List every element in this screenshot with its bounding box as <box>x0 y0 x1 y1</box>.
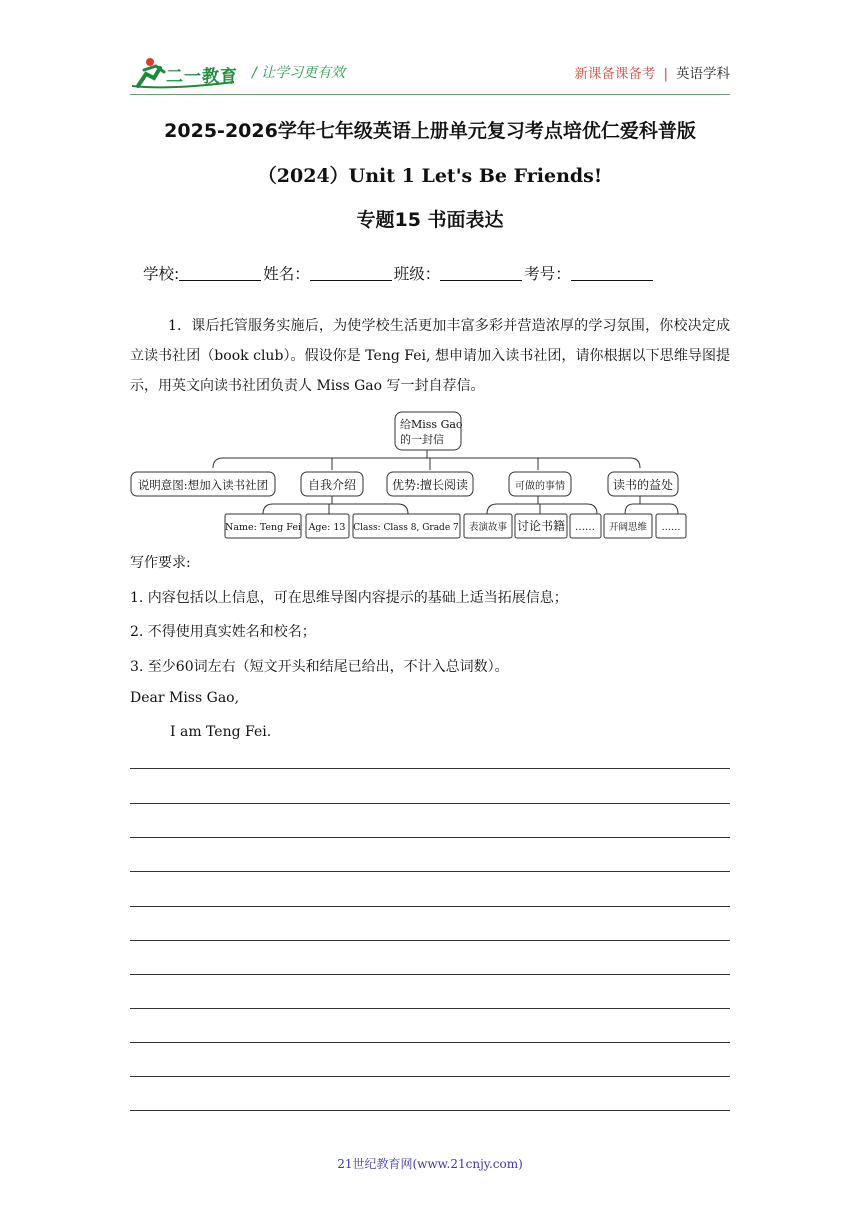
leaf-ben2-label: …… <box>661 522 681 533</box>
requirements-heading: 写作要求: <box>130 555 191 571</box>
answer-line[interactable] <box>130 1075 730 1077</box>
answer-line[interactable] <box>130 836 730 838</box>
page-title-topic: 专题15 书面表达 <box>356 209 504 231</box>
branch-intro-label: 自我介绍 <box>307 478 357 492</box>
logo-text: 二一教育 <box>166 67 238 87</box>
leaf-ben1-label: 开阔思维 <box>608 522 648 533</box>
requirement-3: 3. 至少60词左右（短文开头和结尾已给出，不计入总词数）。 <box>130 659 509 675</box>
answer-line[interactable] <box>130 905 730 907</box>
leaf-name-label: Name: Teng Fei <box>225 522 301 533</box>
leaf-act3-label: …… <box>575 522 595 533</box>
exam-no-blank[interactable] <box>571 264 653 281</box>
letter-opening: I am Teng Fei. <box>170 724 272 740</box>
requirement-1: 1. 内容包括以上信息，可在思维导图内容提示的基础上适当拓展信息； <box>130 590 568 606</box>
leaf-class-label: Class: Class 8, Grade 7 <box>353 523 459 533</box>
answer-line[interactable] <box>130 802 730 804</box>
header-divider <box>130 94 730 95</box>
root-label-2: 的一封信 <box>400 433 444 446</box>
mind-map-diagram <box>125 406 725 546</box>
answer-line[interactable] <box>130 939 730 941</box>
answer-line[interactable] <box>130 767 730 769</box>
school-blank[interactable] <box>179 264 261 281</box>
leaf-act2-label: 讨论书籍 <box>516 519 566 533</box>
page-footer: 21世纪教育网(www.21cnjy.com) <box>337 1157 523 1171</box>
header-separator: | <box>663 66 668 82</box>
page-title-unit: （2024）Unit 1 Let's Be Friends! <box>257 165 603 187</box>
name-label: 姓名： <box>263 265 310 283</box>
name-blank[interactable] <box>310 264 392 281</box>
header-tag-subject: 英语学科 <box>676 66 730 82</box>
branch-strength-label: 优势:擅长阅读 <box>391 478 469 492</box>
header-slogan: / 让学习更有效 <box>252 65 346 81</box>
school-label: 学校: <box>143 265 180 283</box>
class-label: 班级： <box>393 265 441 283</box>
branch-benefits-label: 读书的益处 <box>612 478 674 492</box>
page-title: 2025-2026学年七年级英语上册单元复习考点培优仁爱科普版 <box>164 120 696 142</box>
requirement-2: 2. 不得使用真实姓名和校名； <box>130 624 316 640</box>
branch-purpose-label: 说明意图:想加入读书社团 <box>137 478 269 492</box>
answer-line[interactable] <box>130 1109 730 1111</box>
root-label-1: 给Miss Gao <box>400 418 463 431</box>
header-tag-course: 新课备课备考 <box>574 66 656 82</box>
leaf-age-label: Age: 13 <box>308 522 346 533</box>
question-text: 1．课后托管服务实施后，为使学校生活更加丰富多彩并营造浓厚的学习氛围，你校决定成立读书社团（book club）。假设你是 Teng Fei, 想申请加入读书社团，请你根据以下思维导图提示，用英文向读书社团负责人 Miss Gao 写一封自荐信。 <box>130 318 730 394</box>
answer-line[interactable] <box>130 870 730 872</box>
answer-line[interactable] <box>130 1041 730 1043</box>
exam-no-label: 考号： <box>524 265 571 283</box>
answer-line[interactable] <box>130 1007 730 1009</box>
page-header <box>130 54 730 94</box>
class-blank[interactable] <box>440 264 522 281</box>
letter-greeting: Dear Miss Gao, <box>130 690 240 706</box>
branch-activities-label: 可做的事情 <box>515 481 565 492</box>
answer-line[interactable] <box>130 973 730 975</box>
header-right <box>574 62 730 82</box>
student-info-fields <box>143 262 655 284</box>
leaf-act1-label: 表演故事 <box>468 522 508 533</box>
